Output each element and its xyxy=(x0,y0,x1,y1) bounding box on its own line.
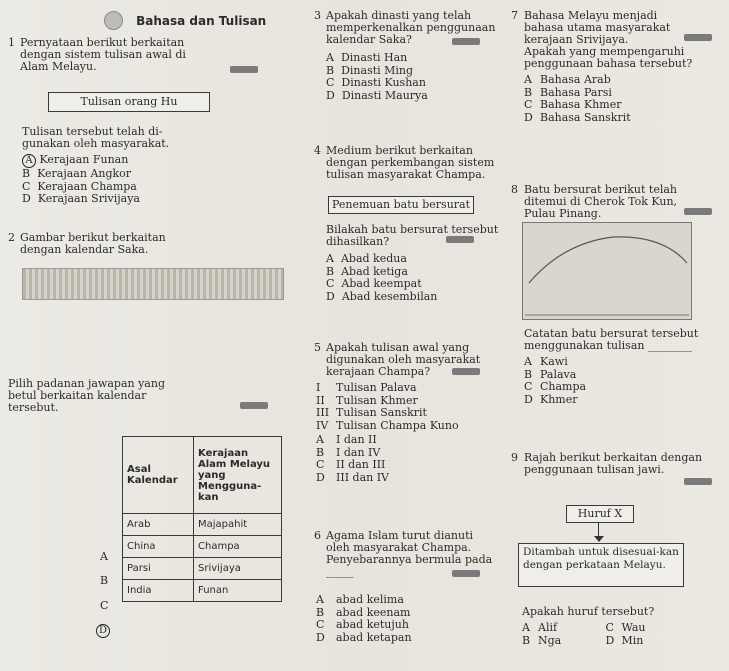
q2-stem2 xyxy=(8,378,165,414)
selected-answer-circle: D xyxy=(96,624,110,638)
q7-option-d[interactable] xyxy=(524,112,631,125)
qr-code-icon xyxy=(684,478,712,485)
qr-code-icon xyxy=(230,66,258,73)
q3-option-d[interactable] xyxy=(326,90,428,103)
option-letter: A xyxy=(316,433,324,446)
q9-stem xyxy=(524,452,702,476)
q9-options xyxy=(522,622,646,647)
option-letter: B xyxy=(326,63,335,77)
qr-code-icon xyxy=(240,402,268,409)
option-letter: D xyxy=(316,470,325,484)
option-letter: C xyxy=(316,618,325,631)
q5-item xyxy=(316,420,459,433)
option-text: Nga xyxy=(538,633,562,647)
option-letter: B xyxy=(524,367,533,381)
q9-box-explanation: Ditambah untuk disesuai-kan dengan perkataan Melayu. xyxy=(518,543,684,587)
option-text: abad kelima xyxy=(336,593,404,606)
option-text: Dinasti Kushan xyxy=(341,76,426,89)
option-text: Bahasa Arab xyxy=(540,73,611,86)
q7-line: penggunaan bahasa tersebut? xyxy=(524,57,693,70)
cell: Arab xyxy=(123,514,194,536)
table-row[interactable] xyxy=(123,558,282,580)
roman-numeral: I xyxy=(316,381,321,394)
q9-option-c[interactable] xyxy=(606,621,646,634)
option-text: II dan III xyxy=(336,458,386,471)
q1-stem2 xyxy=(22,126,169,150)
option-text: Wau xyxy=(621,621,646,634)
q4-line: Bilakah batu bersurat tersebut xyxy=(326,223,499,236)
q8-stem xyxy=(524,184,677,220)
option-text: Kerajaan Angkor xyxy=(37,167,132,180)
option-text: Champa xyxy=(540,380,587,393)
table-header-kerajaan: Kerajaan Alam Melayu yang Mengguna-kan xyxy=(194,437,282,514)
roman-numeral: IV xyxy=(316,418,329,432)
item-text: Tulisan Sanskrit xyxy=(336,406,427,419)
q7-options xyxy=(524,74,631,124)
row-letter-a[interactable]: A xyxy=(100,550,108,563)
item-text: Tulisan Palava xyxy=(336,381,417,394)
header xyxy=(104,10,266,30)
option-letter: C xyxy=(524,380,533,393)
q3-options xyxy=(326,52,428,102)
qr-code-icon xyxy=(684,34,712,41)
q8-line: Catatan batu bersurat tersebut xyxy=(524,327,699,340)
qr-code-icon xyxy=(452,38,480,45)
q4-option-d[interactable] xyxy=(326,291,437,304)
option-text: Abad ketiga xyxy=(341,264,408,278)
q6-options xyxy=(316,594,412,644)
q5-line: Apakah tulisan awal yang xyxy=(326,341,470,354)
option-text: I dan IV xyxy=(336,445,381,459)
option-letter: D xyxy=(326,88,335,102)
q4-line: dengan perkembangan sistem xyxy=(326,156,495,169)
row-letter-b[interactable]: B xyxy=(100,574,109,587)
table-row[interactable] xyxy=(123,536,282,558)
table-row[interactable] xyxy=(123,580,282,602)
q7-number: 7 xyxy=(511,9,518,22)
q8-line: ditemui di Cherok Tok Kun, xyxy=(524,195,678,208)
q7-line: Bahasa Melayu menjadi xyxy=(524,9,658,22)
option-text: Alif xyxy=(538,621,558,634)
q7-line: Apakah yang mempengaruhi xyxy=(524,45,685,58)
q6-line: Penyebarannya bermula pada xyxy=(326,553,493,566)
option-letter: B xyxy=(316,605,325,619)
option-text: Kerajaan Champa xyxy=(37,179,137,193)
q2-stem xyxy=(20,232,166,256)
option-text: Kerajaan Srivijaya xyxy=(37,192,140,205)
q9-option-b[interactable] xyxy=(522,634,602,647)
q8-option-d[interactable] xyxy=(524,394,586,407)
option-letter: B xyxy=(316,445,325,459)
q5-items xyxy=(316,382,459,432)
option-letter: C xyxy=(316,458,325,471)
q5-number: 5 xyxy=(314,341,321,354)
q9-box-huruf: Huruf X xyxy=(566,505,634,523)
option-text: Min xyxy=(621,633,644,647)
q6-option-d[interactable] xyxy=(316,632,412,645)
cell: Parsi xyxy=(123,558,194,580)
q9-question: Apakah huruf tersebut? xyxy=(522,605,655,618)
cell: Champa xyxy=(194,536,282,558)
q9-line: penggunaan tulisan jawi. xyxy=(524,463,665,476)
option-text: Bahasa Sanskrit xyxy=(540,110,631,124)
option-text: Khmer xyxy=(540,392,578,406)
cell: Srivijaya xyxy=(194,558,282,580)
option-text: Abad kesembilan xyxy=(341,289,438,303)
q8-options xyxy=(524,356,586,406)
option-text: Dinasti Ming xyxy=(341,63,414,77)
arrow-down-icon xyxy=(594,536,604,542)
q9-line: Rajah berikut berkaitan dengan xyxy=(524,451,703,464)
q1-option-d[interactable] xyxy=(22,193,140,206)
option-letter: B xyxy=(524,85,533,99)
q9-option-a[interactable] xyxy=(522,621,602,634)
option-letter: A xyxy=(326,252,334,265)
option-letter: C xyxy=(326,76,335,89)
row-letter-d[interactable] xyxy=(96,624,110,638)
q3-number: 3 xyxy=(314,9,321,22)
q7-stem xyxy=(524,10,692,70)
q4-options xyxy=(326,253,437,303)
qr-code-icon xyxy=(452,368,480,375)
q2-line: tersebut. xyxy=(8,401,59,414)
option-letter: C xyxy=(524,98,533,111)
selected-answer-circle: A xyxy=(22,154,36,168)
row-letter-c[interactable]: C xyxy=(100,599,109,612)
qr-code-icon xyxy=(446,236,474,243)
option-text: Abad keempat xyxy=(341,277,422,290)
q1-option-a[interactable] xyxy=(22,154,140,168)
cell: Majapahit xyxy=(194,514,282,536)
qr-code-icon xyxy=(452,570,480,577)
cell: India xyxy=(123,580,194,602)
option-letter: A xyxy=(522,621,530,634)
q4-line: tulisan masyarakat Champa. xyxy=(326,168,486,181)
option-letter: B xyxy=(326,264,335,278)
option-text: Palava xyxy=(540,367,577,381)
q8-number: 8 xyxy=(511,183,518,196)
q7-line: kerajaan Srivijaya. xyxy=(524,33,629,46)
q5-line: digunakan oleh masyarakat xyxy=(326,353,481,366)
table-row[interactable] xyxy=(123,514,282,536)
q4-line: Medium berikut berkaitan xyxy=(326,144,473,157)
item-text: Tulisan Khmer xyxy=(336,393,418,407)
option-letter: D xyxy=(605,633,615,647)
option-text: abad ketapan xyxy=(336,630,412,644)
q8-blank: ________ xyxy=(647,339,692,352)
chapter-logo-icon xyxy=(104,11,123,30)
q1-number: 1 xyxy=(8,36,15,49)
q4-number: 4 xyxy=(314,144,321,157)
q9-option-d[interactable] xyxy=(606,634,644,647)
option-text: Kawi xyxy=(540,355,568,368)
q2-line: betul berkaitan kalendar xyxy=(8,389,147,402)
option-text: Dinasti Han xyxy=(340,51,408,64)
cell: Funan xyxy=(194,580,282,602)
q9-number: 9 xyxy=(511,451,518,464)
q1-box: Tulisan orang Hu xyxy=(48,92,210,112)
option-letter: C xyxy=(22,179,31,193)
option-letter: C xyxy=(326,277,335,290)
q6-number: 6 xyxy=(314,529,321,542)
inscription-stone-image xyxy=(522,222,692,320)
q5-option-d[interactable] xyxy=(316,472,389,485)
q6-line: Agama Islam turut dianuti xyxy=(326,529,474,542)
page-title: Bahasa dan Tulisan xyxy=(136,14,267,28)
q1-line: gunakan oleh masyarakat. xyxy=(22,137,170,150)
q2-number: 2 xyxy=(8,231,15,244)
q6-blank: _____ xyxy=(326,565,354,578)
saka-calendar-image xyxy=(22,268,284,300)
q1-line: Alam Melayu. xyxy=(20,60,97,73)
q4-box: Penemuan batu bersurat xyxy=(328,196,474,214)
q2-table xyxy=(122,436,282,602)
q3-line: kalendar Saka? xyxy=(326,33,412,46)
q2-line: Pilih padanan jawapan yang xyxy=(8,377,165,390)
stone-outline-icon xyxy=(523,223,691,319)
option-text: Bahasa Parsi xyxy=(540,85,612,99)
option-letter: A xyxy=(326,51,334,64)
option-text: Dinasti Maurya xyxy=(341,88,428,102)
cell: China xyxy=(123,536,194,558)
q3-line: Apakah dinasti yang telah xyxy=(326,9,472,22)
option-text: III dan IV xyxy=(336,470,390,484)
table-header-asal: Asal Kalendar xyxy=(123,437,194,514)
q4-line: dihasilkan? xyxy=(326,235,390,248)
q1-line: Pernyataan berikut berkaitan xyxy=(20,36,185,49)
option-letter: B xyxy=(522,633,531,647)
q1-stem xyxy=(20,37,300,73)
option-letter: A xyxy=(524,355,532,368)
q8-stem2 xyxy=(524,328,698,352)
item-text: Tulisan Champa Kuno xyxy=(336,418,459,432)
q8-line xyxy=(524,340,698,352)
q9-option-row xyxy=(522,635,646,648)
q1-options xyxy=(22,154,140,206)
q7-line: bahasa utama masyarakat xyxy=(524,21,671,34)
option-text: abad ketujuh xyxy=(336,618,409,631)
option-letter: A xyxy=(524,73,532,86)
q1-line: Tulisan tersebut telah di- xyxy=(22,125,163,138)
roman-numeral: III xyxy=(316,406,330,419)
option-letter: A xyxy=(316,593,324,606)
option-text: abad keenam xyxy=(336,605,411,619)
option-text: Bahasa Khmer xyxy=(540,98,622,111)
q6-line: oleh masyarakat Champa. xyxy=(326,541,472,554)
q8-line-text: menggunakan tulisan xyxy=(524,339,645,352)
q2-line: Gambar berikut berkaitan xyxy=(20,231,166,244)
q2-line: dengan kalendar Saka. xyxy=(20,243,149,256)
option-text: Kerajaan Funan xyxy=(39,153,129,166)
option-letter: B xyxy=(22,167,31,180)
q5-line: kerajaan Champa? xyxy=(326,365,431,378)
q3-line: memperkenalkan penggunaan xyxy=(326,21,496,34)
q8-line: Batu bersurat berikut telah xyxy=(524,183,678,196)
option-letter: D xyxy=(524,110,533,124)
q8-line: Pulau Pinang. xyxy=(524,207,602,220)
option-letter: D xyxy=(524,392,533,406)
option-letter: D xyxy=(22,192,31,205)
q1-line: dengan sistem tulisan awal di xyxy=(20,48,186,61)
roman-numeral: II xyxy=(316,393,325,407)
option-letter: D xyxy=(326,289,335,303)
option-text: Abad kedua xyxy=(340,252,407,265)
q4-stem xyxy=(326,145,494,181)
option-letter: C xyxy=(605,621,614,634)
option-letter: D xyxy=(316,630,325,644)
qr-code-icon xyxy=(684,208,712,215)
q5-options xyxy=(316,434,389,484)
option-text: I dan II xyxy=(336,433,377,446)
